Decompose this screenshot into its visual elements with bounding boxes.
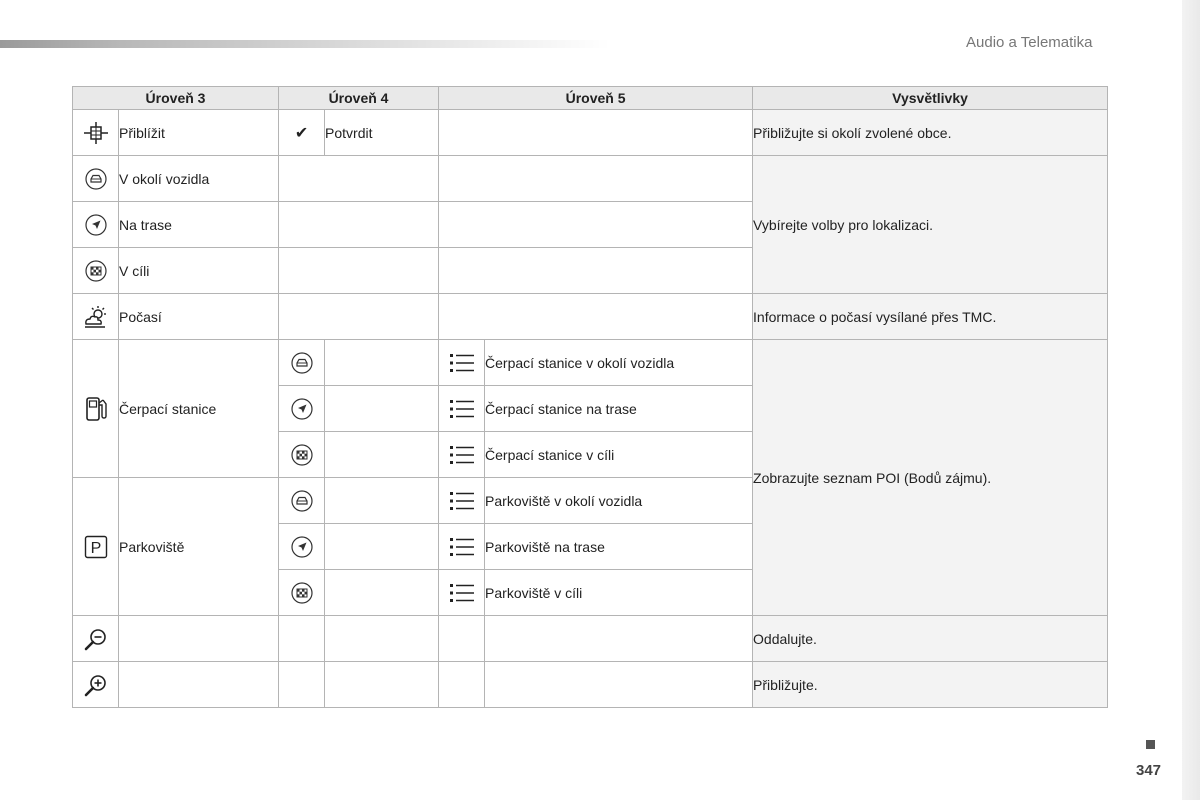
explanation-zoom-out: Oddalujte. [753, 616, 1108, 662]
table-row [73, 110, 1108, 156]
fuel-at-destination-label: Čerpací stanice v cíli [485, 432, 753, 478]
parking-symbol: P [90, 539, 101, 557]
parking-icon [84, 535, 108, 559]
table-row [73, 294, 1108, 340]
list-icon [450, 353, 474, 373]
explanation-weather: Informace o počasí vysílané přes TMC. [753, 294, 1108, 340]
table-row [73, 662, 1108, 708]
zoom-out-icon [84, 627, 108, 651]
row-label-on-route: Na trase [119, 202, 279, 248]
page-number: 347 [1136, 762, 1162, 779]
list-icon [450, 399, 474, 419]
page-header-title: Audio a Telematika [966, 34, 1093, 51]
parking-at-destination-label: Parkoviště v cíli [485, 570, 753, 616]
header-decor-bar [0, 40, 610, 48]
list-icon [450, 445, 474, 465]
flag-circle-icon [85, 260, 107, 282]
header-level3: Úroveň 3 [73, 87, 279, 110]
flag-circle-icon [291, 582, 313, 604]
explanation-location: Vybírejte volby pro lokalizaci. [753, 156, 1108, 294]
route-arrow-icon [85, 214, 107, 236]
list-icon [450, 537, 474, 557]
row-label-zoom-area: Přiblížit [119, 110, 279, 156]
page-edge-strip [1182, 0, 1200, 800]
crosshair-zoom-icon [84, 121, 108, 145]
list-icon [450, 491, 474, 511]
route-arrow-icon [291, 536, 313, 558]
table-header-row [73, 87, 1108, 110]
car-circle-icon [291, 490, 313, 512]
weather-icon [83, 305, 109, 329]
header-level5: Úroveň 5 [439, 87, 753, 110]
row-label-at-destination: V cíli [119, 248, 279, 294]
row-label-near-vehicle: V okolí vozidla [119, 156, 279, 202]
table-row [73, 616, 1108, 662]
page-corner-mark [1146, 740, 1155, 749]
zoom-in-icon [84, 673, 108, 697]
parking-on-route-label: Parkoviště na trase [485, 524, 753, 570]
checkmark-icon: ✔ [294, 124, 309, 142]
table-row [73, 156, 1108, 202]
row-label-weather: Počasí [119, 294, 279, 340]
explanation-poi: Zobrazujte seznam POI (Bodů zájmu). [753, 340, 1108, 616]
list-icon [450, 583, 474, 603]
row-label-fuel: Čerpací stanice [119, 340, 279, 478]
parking-near-vehicle-label: Parkoviště v okolí vozidla [485, 478, 753, 524]
fuel-near-vehicle-label: Čerpací stanice v okolí vozidla [485, 340, 753, 386]
menu-table [72, 86, 1108, 708]
car-circle-icon [85, 168, 107, 190]
explanation-zoom-in: Přibližujte. [753, 662, 1108, 708]
header-explanation: Vysvětlivky [753, 87, 1108, 110]
confirm-label: Potvrdit [325, 110, 439, 156]
car-circle-icon [291, 352, 313, 374]
fuel-pump-icon [84, 395, 108, 423]
table-row [73, 340, 1108, 386]
route-arrow-icon [291, 398, 313, 420]
header-level4: Úroveň 4 [279, 87, 439, 110]
fuel-on-route-label: Čerpací stanice na trase [485, 386, 753, 432]
flag-circle-icon [291, 444, 313, 466]
row-label-parking: Parkoviště [119, 478, 279, 616]
explanation-zoom-area: Přibližujte si okolí zvolené obce. [753, 110, 1108, 156]
